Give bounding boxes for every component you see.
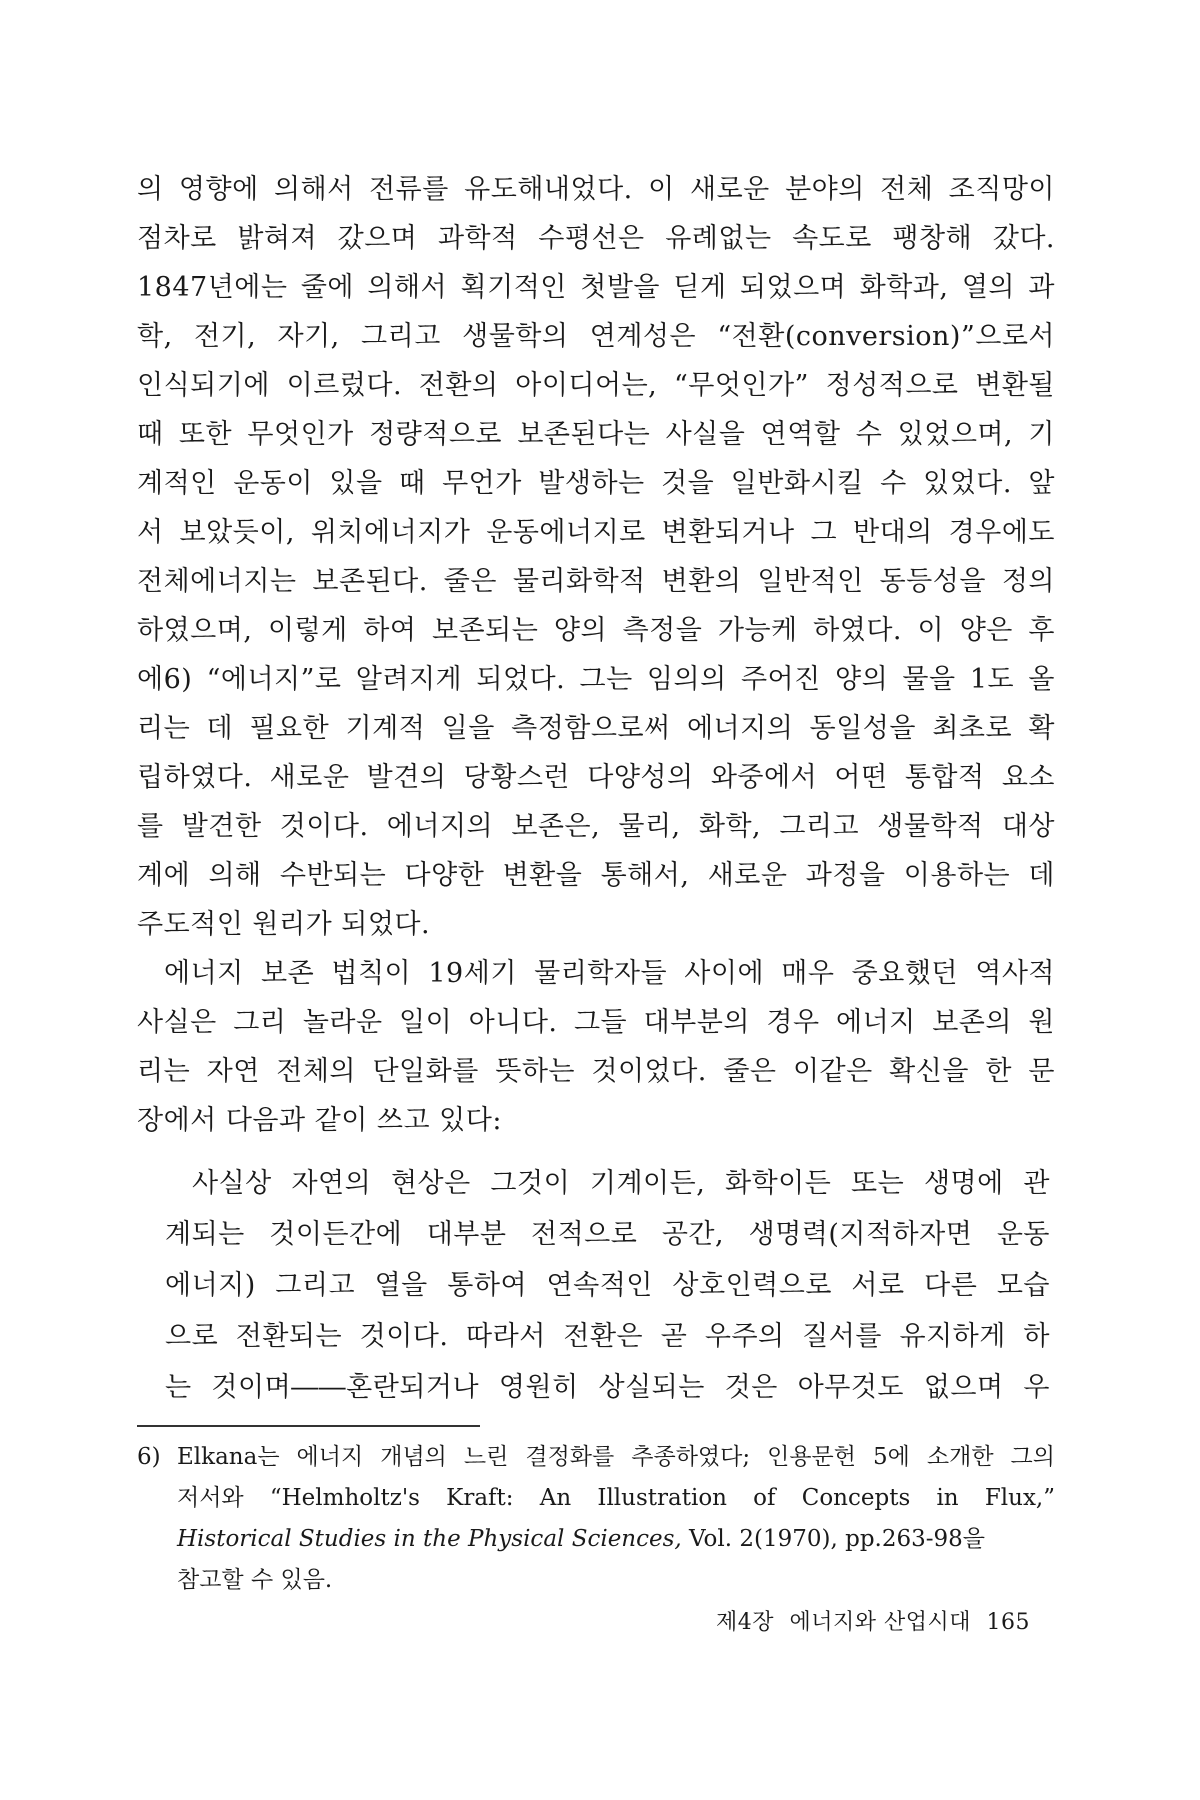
- body-line: 학, 전기, 자기, 그리고 생물학의 연계성은 “전환(conversion)”으로서: [137, 321, 1055, 352]
- footnote-journal-title: Historical Studies in the Physical Sciences,: [177, 1526, 682, 1552]
- body-line: 주도적인 원리가 되었다.: [137, 909, 431, 940]
- chapter-title: 에너지와 산업시대: [789, 1610, 971, 1635]
- body-line: 하였으며, 이렇게 하여 보존되는 양의 측정을 가능케 하였다. 이 양은 후: [137, 615, 1055, 646]
- quote-line: 으로 전환되는 것이다. 따라서 전환은 곧 우주의 질서를 유지하게 하: [165, 1321, 1050, 1352]
- footnote-line: [177, 1519, 1055, 1560]
- body-line: 인식되기에 이르렀다. 전환의 아이디어는, “무엇인가” 정성적으로 변환될: [137, 370, 1055, 401]
- body-line: 서 보았듯이, 위치에너지가 운동에너지로 변환되거나 그 반대의 경우에도: [137, 517, 1055, 548]
- body-line: 립하였다. 새로운 발견의 당황스런 다양성의 와중에서 어떤 통합적 요소: [137, 762, 1055, 793]
- body-line: 점차로 밝혀져 갔으며 과학적 수평선은 유례없는 속도로 팽창해 갔다.: [137, 223, 1055, 254]
- footnote-marker: 6): [137, 1444, 161, 1470]
- body-line: 를 발견한 것이다. 에너지의 보존은, 물리, 화학, 그리고 생물학적 대상: [137, 811, 1055, 842]
- body-line: 계적인 운동이 있을 때 무언가 발생하는 것을 일반화시킬 수 있었다. 앞: [137, 468, 1055, 499]
- body-line: 전체에너지는 보존된다. 줄은 물리화학적 변환의 일반적인 동등성을 정의: [137, 566, 1055, 597]
- quote-line: 계되는 것이든간에 대부분 전적으로 공간, 생명력(지적하자면 운동: [165, 1219, 1050, 1250]
- quote-line: 는 것이며――혼란되거나 영원히 상실되는 것은 아무것도 없으며 우: [165, 1372, 1050, 1403]
- body-line: 1847년에는 줄에 의해서 획기적인 첫발을 딛게 되었으며 화학과, 열의 과: [137, 272, 1055, 303]
- body-line: 사실은 그리 놀라운 일이 아니다. 그들 대부분의 경우 에너지 보존의 원: [137, 1007, 1055, 1038]
- main-text-block: [137, 165, 1055, 1145]
- body-line: 에너지 보존 법칙이 19세기 물리학자들 사이에 매우 중요했던 역사적: [164, 958, 1055, 989]
- body-line: 계에 의해 수반되는 다양한 변환을 통해서, 새로운 과정을 이용하는 데: [137, 860, 1055, 891]
- chapter-label: 제4장: [715, 1610, 774, 1635]
- footnote-separator: [137, 1425, 480, 1427]
- body-line: 리는 자연 전체의 단일화를 뜻하는 것이었다. 줄은 이같은 확신을 한 문: [137, 1056, 1055, 1087]
- body-line: 에6) “에너지”로 알려지게 되었다. 그는 임의의 주어진 양의 물을 1도 올: [137, 664, 1055, 695]
- footnote-citation-detail: Vol. 2(1970), pp.263-98을: [681, 1526, 986, 1552]
- body-line: 장에서 다음과 같이 쓰고 있다:: [137, 1105, 502, 1136]
- footnote-line: 참고할 수 있음.: [177, 1567, 333, 1593]
- body-line: 때 또한 무엇인가 정량적으로 보존된다는 사실을 연역할 수 있었으며, 기: [137, 419, 1055, 450]
- quote-line: 사실상 자연의 현상은 그것이 기계이든, 화학이든 또는 생명에 관: [192, 1168, 1050, 1199]
- body-line: 의 영향에 의해서 전류를 유도해내었다. 이 새로운 분야의 전체 조직망이: [137, 174, 1055, 205]
- body-line: 리는 데 필요한 기계적 일을 측정함으로써 에너지의 동일성을 최초로 확: [137, 713, 1055, 744]
- page-number: 165: [986, 1610, 1030, 1635]
- footnote: [137, 1437, 1055, 1601]
- footnote-line: 저서와 “Helmholtz's Kraft: An Illustration of Concepts in Flux,”: [177, 1485, 1055, 1511]
- footnote-line: Elkana는 에너지 개념의 느린 결정화를 추종하였다; 인용문헌 5에 소개한 그의: [177, 1444, 1055, 1470]
- quote-line: 에너지) 그리고 열을 통하여 연속적인 상호인력으로 서로 다른 모습: [165, 1270, 1050, 1301]
- running-footer: [716, 1605, 1030, 1636]
- block-quote: [165, 1158, 1050, 1413]
